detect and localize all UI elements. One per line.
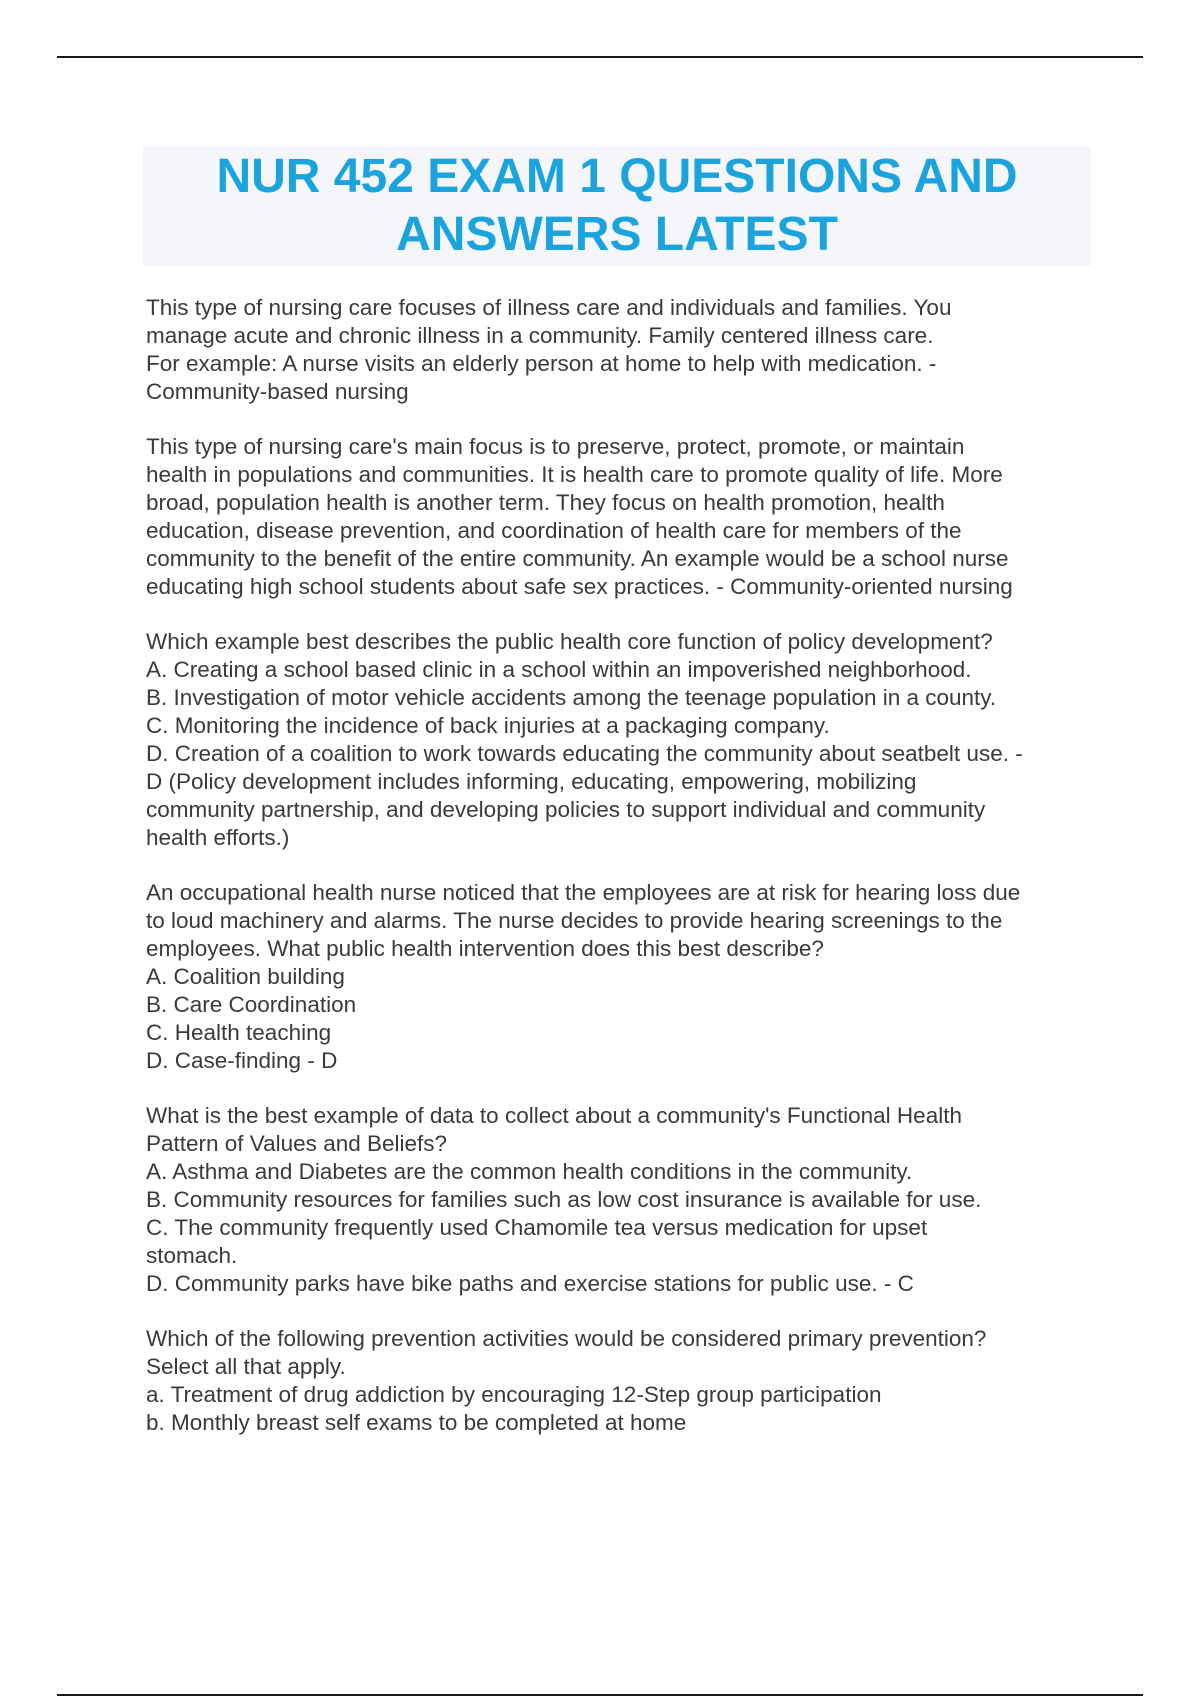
document-title-line-2: ANSWERS LATEST [396, 208, 838, 261]
qa-block-values-beliefs [146, 1102, 1106, 1298]
answer-explanation: health efforts.) [146, 825, 290, 850]
question-text: Pattern of Values and Beliefs? [146, 1131, 448, 1156]
answer-option: D. Case-finding - D [146, 1048, 338, 1073]
answer-option: A. Asthma and Diabetes are the common health conditions in the community. [146, 1159, 913, 1184]
text-line: This type of nursing care focuses of illness care and individuals and families. You [146, 295, 952, 320]
title-banner [143, 146, 1091, 266]
text-line: For example: A nurse visits an elderly person at home to help with medication. - [146, 351, 937, 376]
text-line: education, disease prevention, and coordination of health care for members of the [146, 518, 962, 543]
bottom-rule [57, 1694, 1143, 1696]
document-body [146, 294, 1106, 1464]
answer-option: A. Creating a school based clinic in a school within an impoverished neighborhood. [146, 657, 972, 682]
qa-block-community-oriented [146, 433, 1106, 601]
question-text: Which example best describes the public health core function of policy development? [146, 629, 993, 654]
answer-option: a. Treatment of drug addiction by encouraging 12-Step group participation [146, 1382, 882, 1407]
text-line: manage acute and chronic illness in a community. Family centered illness care. [146, 323, 934, 348]
question-text: employees. What public health intervention does this best describe? [146, 936, 824, 961]
answer-option: D. Creation of a coalition to work towards educating the community about seatbelt use. - [146, 741, 1023, 766]
answer-option: b. Monthly breast self exams to be completed at home [146, 1410, 687, 1435]
text-line: Community-based nursing [146, 379, 409, 404]
question-text: What is the best example of data to collect about a community's Functional Health [146, 1103, 962, 1128]
question-text: Which of the following prevention activities would be considered primary prevention? [146, 1326, 987, 1351]
answer-explanation: community partnership, and developing policies to support individual and community [146, 797, 986, 822]
question-text: to loud machinery and alarms. The nurse decides to provide hearing screenings to the [146, 908, 1003, 933]
answer-option: A. Coalition building [146, 964, 345, 989]
qa-block-community-based [146, 294, 1106, 406]
text-line: This type of nursing care's main focus is to preserve, protect, promote, or maintain [146, 434, 965, 459]
question-text: Select all that apply. [146, 1354, 346, 1379]
text-line: educating high school students about safe sex practices. - Community-oriented nursing [146, 574, 1013, 599]
answer-option: D. Community parks have bike paths and exercise stations for public use. - C [146, 1271, 914, 1296]
answer-explanation: D (Policy development includes informing, educating, empowering, mobilizing [146, 769, 917, 794]
answer-option: stomach. [146, 1243, 238, 1268]
text-line: community to the benefit of the entire community. An example would be a school nurse [146, 546, 1009, 571]
qa-block-policy-development [146, 628, 1106, 852]
qa-block-primary-prevention [146, 1325, 1106, 1437]
answer-option: C. Monitoring the incidence of back injuries at a packaging company. [146, 713, 830, 738]
answer-option: C. The community frequently used Chamomile tea versus medication for upset [146, 1215, 928, 1240]
text-line: broad, population health is another term. They focus on health promotion, health [146, 490, 945, 515]
qa-block-occupational-health [146, 879, 1106, 1075]
answer-option: B. Investigation of motor vehicle accidents among the teenage population in a county. [146, 685, 997, 710]
answer-option: C. Health teaching [146, 1020, 332, 1045]
top-rule [57, 56, 1143, 58]
answer-option: B. Care Coordination [146, 992, 357, 1017]
question-text: An occupational health nurse noticed that the employees are at risk for hearing loss due [146, 880, 1021, 905]
document-title-line-1: NUR 452 EXAM 1 QUESTIONS AND [216, 150, 1018, 203]
answer-option: B. Community resources for families such as low cost insurance is available for use. [146, 1187, 982, 1212]
text-line: health in populations and communities. It is health care to promote quality of life. More [146, 462, 1003, 487]
